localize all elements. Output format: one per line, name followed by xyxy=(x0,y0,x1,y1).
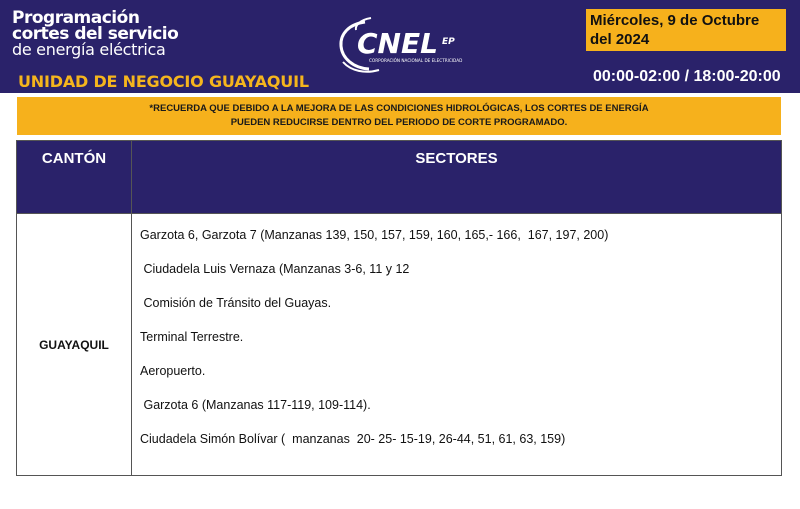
logo-ep: EP xyxy=(442,37,455,47)
table-row xyxy=(17,214,782,476)
notice-line-2: PUEDEN REDUCIRSE DENTRO DEL PERIODO DE CORTE PROGRAMADO. xyxy=(230,117,568,128)
sector-item: Garzota 6, Garzota 7 (Manzanas 139, 150, 157, 159, 160, 165,- 166, 167, 197, 200) xyxy=(140,228,609,242)
sector-item: Garzota 6 (Manzanas 117-119, 109-114). xyxy=(140,398,371,412)
header-banner xyxy=(0,0,800,93)
title-line-1: Programación xyxy=(12,8,140,28)
outage-table xyxy=(16,140,782,476)
header-canton: CANTÓN xyxy=(17,141,132,214)
table-header-row xyxy=(17,141,782,214)
cnel-logo xyxy=(335,16,475,74)
sector-item: Comisión de Tránsito del Guayas. xyxy=(140,296,332,310)
sector-item: Ciudadela Luis Vernaza (Manzanas 3-6, 11 y 12 xyxy=(140,262,410,276)
sectors-cell xyxy=(132,214,782,476)
sector-item: Ciudadela Simón Bolívar ( manzanas 20- 25- 15-19, 26-44, 51, 61, 63, 159) xyxy=(140,432,566,446)
canton-cell: GUAYAQUIL xyxy=(17,214,132,476)
banner-title xyxy=(12,10,178,58)
title-line-3: de energía eléctrica xyxy=(12,40,166,59)
business-unit: UNIDAD DE NEGOCIO GUAYAQUIL xyxy=(18,72,309,91)
header-sectors: SECTORES xyxy=(132,141,782,214)
notice-line-1: *RECUERDA QUE DEBIDO A LA MEJORA DE LAS CONDICIONES HIDROLÓGICAS, LOS CORTES DE ENERGÍA xyxy=(149,103,649,114)
date-box: Miércoles, 9 de Octubre del 2024 xyxy=(586,9,786,51)
logo-subtitle: CORPORACIÓN NACIONAL DE ELECTRICIDAD xyxy=(369,58,463,63)
sector-item: Terminal Terrestre. xyxy=(140,330,244,344)
title-line-2: cortes del servicio xyxy=(12,24,179,44)
logo-wordmark: CNEL xyxy=(357,27,438,60)
hydrology-notice xyxy=(17,97,781,135)
sector-item: Aeropuerto. xyxy=(140,364,206,378)
time-range: 00:00-02:00 / 18:00-20:00 xyxy=(593,68,781,85)
